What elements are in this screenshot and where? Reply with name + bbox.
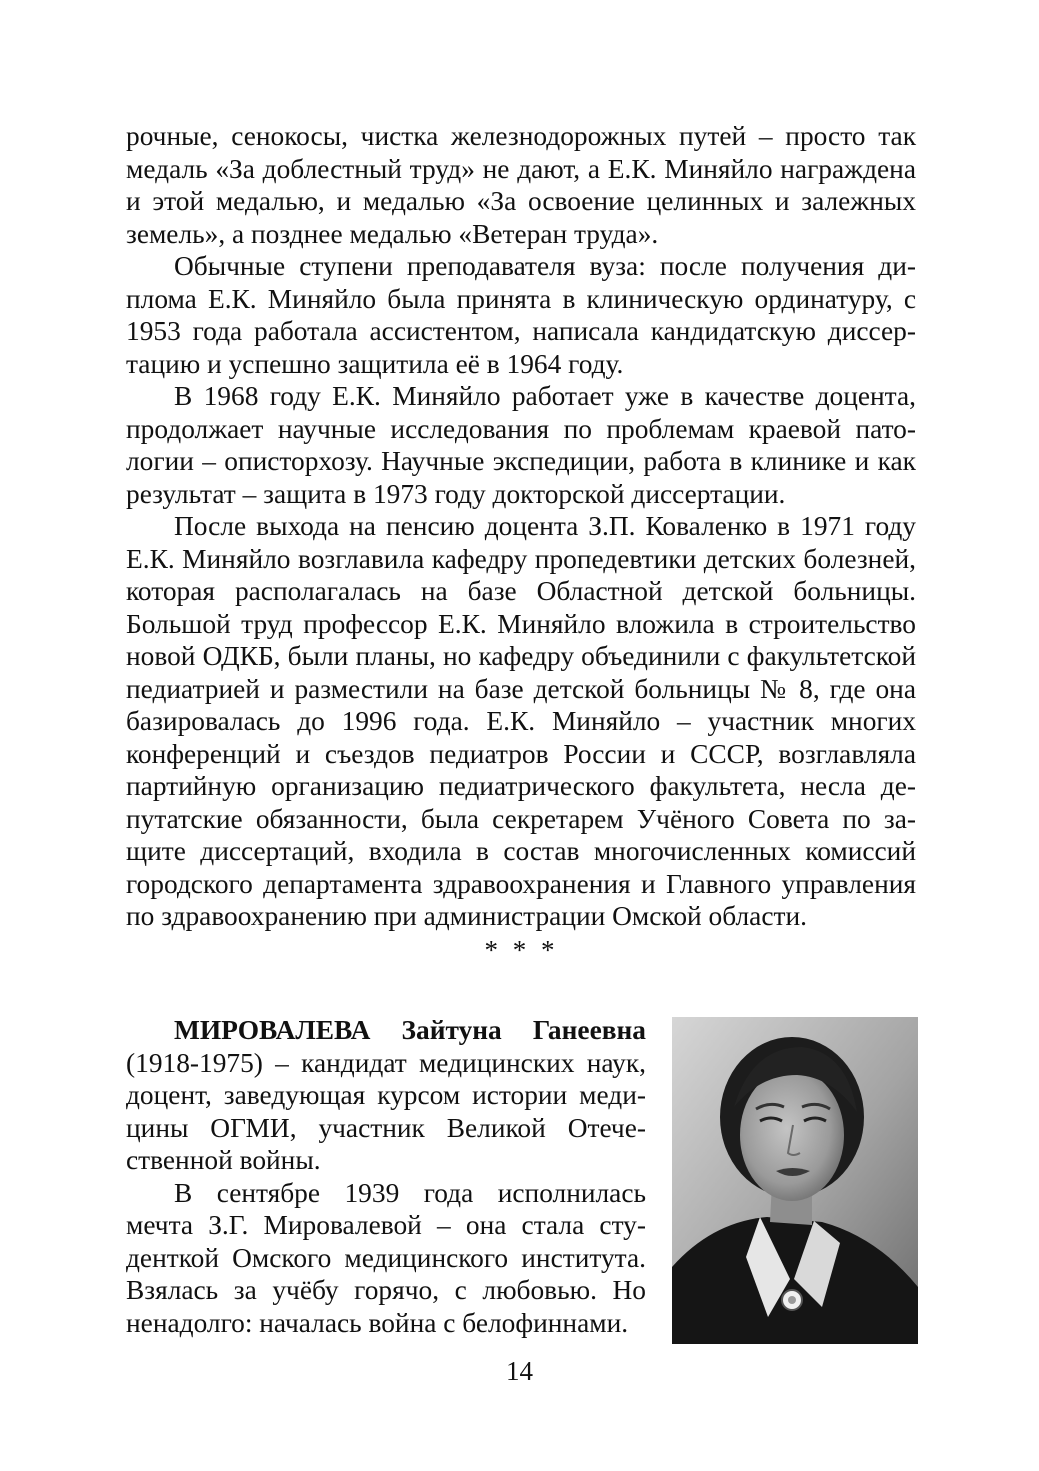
biography-intro (126, 1014, 646, 1177)
biography-intro-text: (1918-1975) – кандидат медицинских наук, доцент, заведующая курсом истории медицины ОГМИ, участник Великой Отечественной войны. (126, 1047, 646, 1175)
paragraph-department-head: После выхода на пенсию доцента З.П. Коваленко в 1971 году Е.К. Миняйло возглавила кафедру пропедевтики детских болезней, которая располагалась на базе Областной детской больницы. Большой труд профессор Е.К. Миняйло вложила в строительство новой ОДКБ, были планы, но кафедру объединили с факультетской педиатрией и разместили на базе детской больницы № 8, где она базировалась до 1996 года. Е.К. Миняйло – участник многих конференций и съездов педиатров России и СССР, возглавляла партийную организацию педиатрического факультета, несла депутатские обязанности, была секретарем Учёного Совета по защите диссертаций, входила в состав многочисленных комиссий городского департамента здравоохранения и Главного управления по здравоохранению при администрации Омской области. (126, 511, 916, 931)
section-separator: * * * (484, 935, 559, 965)
page-number: 14 (506, 1356, 533, 1386)
paragraph-continuation: рочные, сенокосы, чистка железнодорожных путей – просто так медаль «За доблестный труд» не дают, а Е.К. Миняйло награждена и этой медалью, и медалью «За освоение целинных и залежных земель», а позднее медалью «Ветеран труда». (126, 121, 916, 249)
paragraph-career-steps: Обычные ступени преподавателя вуза: после получения диплома Е.К. Миняйло была принята в клиническую ординатуру, с 1953 года работала ассистентом, написала кандидатскую диссертацию и успешно защитила её в 1964 году. (126, 251, 916, 379)
paragraph-docent-1968: В 1968 году Е.К. Миняйло работает уже в качестве доцента, продолжает научные исследования по проблемам краевой патологии – описторхозу. Научные экспедиции, работа в клинике и как результат – защита в 1973 году докторской диссертации. (126, 381, 916, 509)
main-text-block (126, 120, 916, 933)
biography-paragraph: В сентябре 1939 года исполнилась мечта З.Г. Мировалевой – она стала студенткой Омского медицинского института. Взялась за учёбу горячо, с любовью. Но ненадолго: началась война с белофиннами. (126, 1177, 646, 1338)
biography-text-block (126, 1014, 646, 1339)
person-name: МИРОВАЛЕВА Зайтуна Ганеевна (174, 1015, 646, 1045)
portrait-image (672, 1017, 918, 1344)
portrait-photo (672, 1017, 918, 1344)
